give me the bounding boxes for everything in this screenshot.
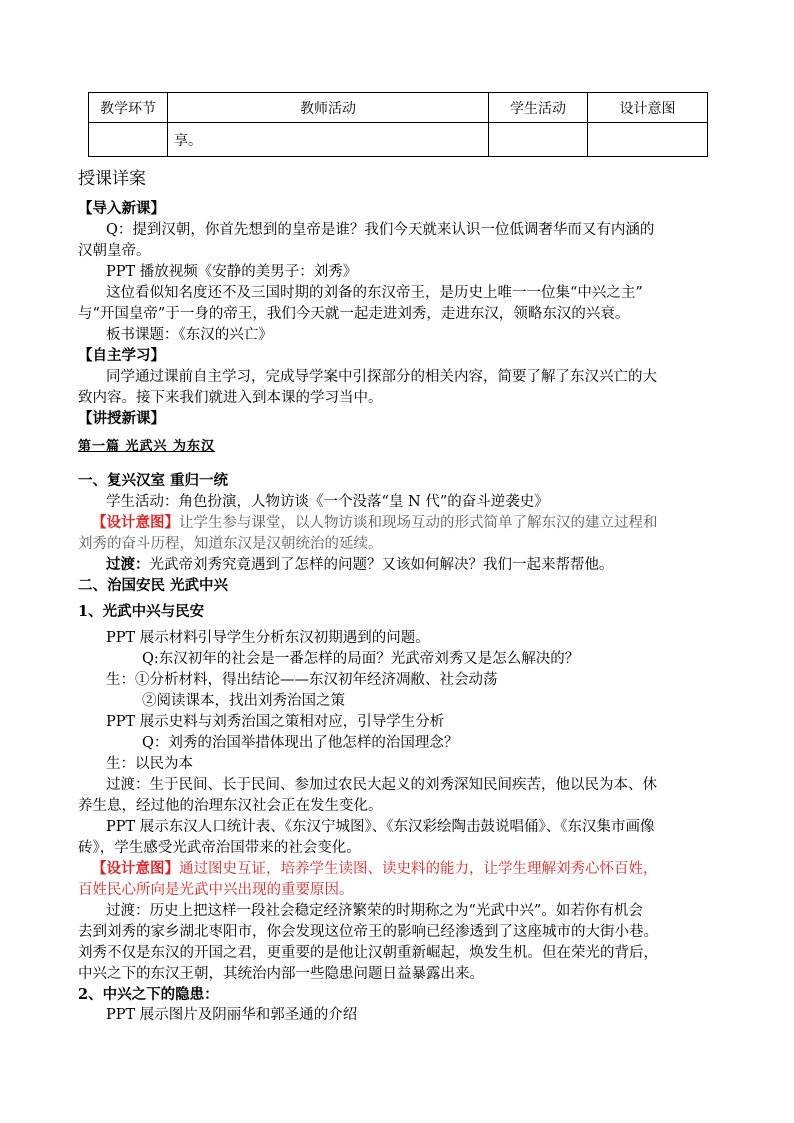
table-header-cell: 教师活动	[168, 93, 489, 123]
paragraph-line: PPT 展示材料引导学生分析东汉初期遇到的问题。	[106, 630, 430, 646]
subsection-heading: 2、中兴之下的隐患：	[78, 986, 219, 1003]
paragraph-line: 养生息，经过他的治理东汉社会正在发生变化。	[78, 798, 383, 814]
paragraph-line: 学生活动：角色扮演，人物访谈《一个没落“皇 N 代”的奋斗逆袭史》	[106, 494, 549, 510]
transition-text: 光武帝刘秀究竟遇到了怎样的问题？又该如何解决？我们一起来帮帮他。	[149, 557, 614, 573]
paragraph-line: 百姓民心所向是光武中兴出现的重要原因。	[78, 882, 354, 898]
lesson-table	[88, 92, 708, 157]
section-heading: 二、治国安民 光武中兴	[78, 577, 229, 594]
paragraph-line: 汉朝皇帝。	[78, 243, 151, 259]
table-row	[89, 123, 708, 157]
table-cell: 享。	[168, 123, 489, 157]
paragraph-line: PPT 展示史料与刘秀治国之策相对应，引导学生分析	[106, 714, 445, 730]
paragraph-line: PPT 展示图片及阴丽华和郭圣通的介绍	[106, 1007, 358, 1023]
table-header-cell: 学生活动	[489, 93, 588, 123]
paragraph-line: PPT 展示东汉人口统计表、《东汉宁城图》、《东汉彩绘陶击鼓说唱俑》、《东汉集市画像	[106, 819, 655, 835]
paragraph-line: ②阅读课本，找出刘秀治国之策	[142, 693, 345, 709]
section-title: 授课详案	[78, 169, 146, 189]
paragraph-line: PPT 播放视频《安静的美男子：刘秀》	[106, 264, 358, 280]
paragraph-line: 板书课题：《东汉的兴亡》	[106, 327, 273, 343]
heading-intro: 【导入新课】	[78, 200, 165, 217]
paragraph-line: 去到刘秀的家乡湖北枣阳市，你会发现这位帝王的影响已经渗透到了这座城市的大街小巷。	[78, 924, 658, 940]
design-intent-line	[92, 513, 658, 533]
paragraph-line: Q：刘秀的治国举措体现出了他怎样的治国理念？	[142, 735, 459, 751]
transition-label: 过渡：	[106, 556, 150, 573]
table-header-cell: 教学环节	[89, 93, 168, 123]
paragraph-line: 过渡：生于民间、长于民间、参加过农民大起义的刘秀深知民间疾苦，他以民为本、休	[106, 777, 657, 793]
paragraph-line: 同学通过课前自主学习，完成导学案中引探部分的相关内容，简要了解了东汉兴亡的大	[106, 369, 657, 385]
transition-line	[106, 555, 614, 575]
design-intent-text: 通过图史互证，培养学生读图、读史料的能力，让学生理解刘秀心怀百姓，	[179, 861, 658, 877]
paragraph-line: 这位看似知名度还不及三国时期的刘备的东汉帝王，是历史上唯一一位集“中兴之主”	[106, 285, 643, 301]
design-intent-line	[92, 859, 658, 879]
paragraph-line: 与“开国皇帝”于一身的帝王，我们今天就一起走进刘秀，走进东汉，领略东汉的兴衰。	[78, 306, 630, 322]
paragraph-line: 生：①分析材料，得出结论——东汉初年经济凋敝、社会动荡	[106, 672, 498, 688]
paragraph-line: 中兴之下的东汉王朝，其统治内部一些隐患问题日益暴露出来。	[78, 966, 484, 982]
table-cell	[489, 123, 588, 157]
paragraph-line: 致内容。接下来我们就进入到本课的学习当中。	[78, 390, 383, 406]
paragraph-line: 生：以民为本	[106, 756, 193, 772]
paragraph-line: 刘秀的奋斗历程，知道东汉是汉朝统治的延续。	[78, 536, 383, 552]
design-intent-label: 【设计意图】	[92, 514, 179, 531]
design-intent-text: 让学生参与课堂，以人物访谈和现场互动的形式简单了解东汉的建立过程和	[179, 515, 658, 531]
paragraph-line: Q：提到汉朝，你首先想到的皇帝是谁？我们今天就来认识一位低调奢华而又有内涵的	[106, 222, 655, 238]
paragraph-line: 砖》，学生感受光武帝治国带来的社会变化。	[78, 840, 361, 856]
paragraph-line: 刘秀不仅是东汉的开国之君，更重要的是他让汉朝重新崛起，焕发生机。但在荣光的背后，	[78, 945, 658, 961]
table-header-cell: 设计意图	[588, 93, 708, 123]
heading-self-study: 【自主学习】	[78, 347, 165, 364]
paragraph-line: 过渡：历史上把这样一段社会稳定经济繁荣的时期称之为“光武中兴”。如若你有机会	[106, 903, 643, 919]
paragraph-line: Q:东汉初年的社会是一番怎样的局面？光武帝刘秀又是怎么解决的？	[142, 651, 580, 667]
table-header-row	[89, 93, 708, 123]
heading-new-lesson: 【讲授新课】	[78, 410, 165, 427]
chapter-title: 第一篇 光武兴 为东汉	[78, 439, 216, 454]
table-cell	[588, 123, 708, 157]
design-intent-label: 【设计意图】	[92, 860, 179, 877]
table-cell	[89, 123, 168, 157]
section-heading: 一、复兴汉室 重归一统	[78, 472, 229, 489]
subsection-heading: 1、光武中兴与民安	[78, 603, 205, 620]
